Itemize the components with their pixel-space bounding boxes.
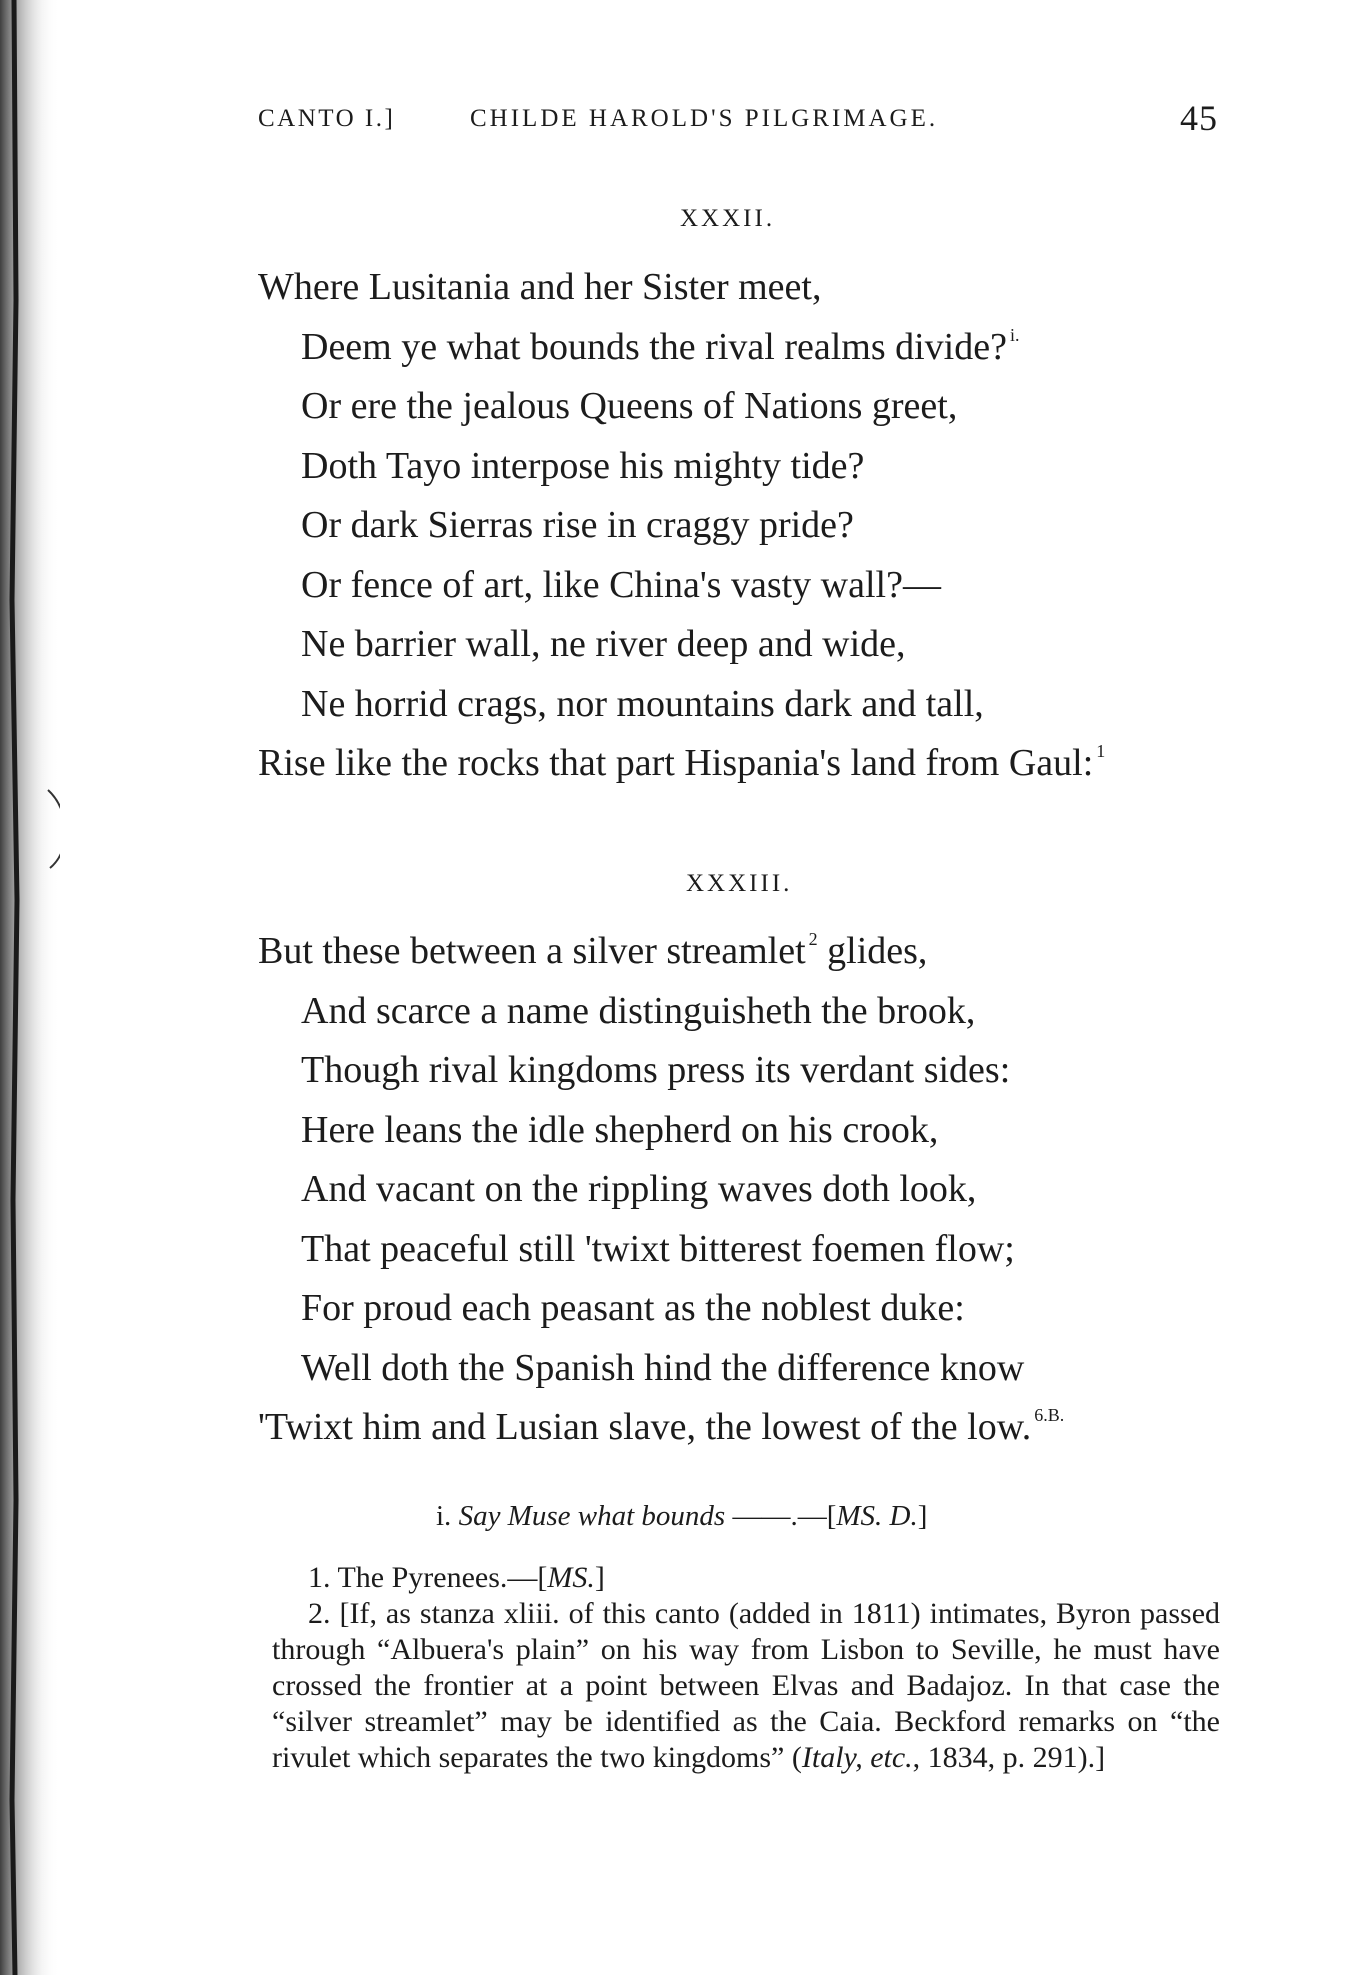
footnotes xyxy=(272,1560,1220,1776)
footnote-1: 1. The Pyrenees.—[MS.] xyxy=(308,1561,605,1594)
verse-line: And vacant on the rippling waves doth look, xyxy=(301,1168,977,1210)
verse-line: Doth Tayo interpose his mighty tide? xyxy=(301,444,865,487)
variant-marker: i. xyxy=(1009,324,1020,345)
verse-line: Deem ye what bounds the rival realms divide? $^{i.}$ xyxy=(301,324,1020,368)
footnote-marker: 1 xyxy=(1096,741,1106,761)
footnote-marker: 6.B. xyxy=(1034,1405,1065,1425)
binding-edge-shadow xyxy=(0,0,60,1975)
stanza-xxxii xyxy=(258,258,1258,794)
verse-line: Or ere the jealous Queens of Nations greet, xyxy=(301,385,958,427)
verse-line: 'Twixt him and Lusian slave, the lowest of the low. $^{6.B.}$ xyxy=(258,1405,1065,1448)
verse-line: Rise like the rocks that part Hispania's land from Gaul: $^1$ xyxy=(258,741,1106,784)
running-header xyxy=(258,97,1218,147)
variant-reading-note: i. Say Muse what bounds ——.—[MS. D.] xyxy=(436,1500,928,1532)
canto-label: CANTO I.] xyxy=(258,105,396,132)
verse-line: But these between a silver streamlet $^2$ glides, xyxy=(258,929,928,972)
stanza-numeral-xxxii: XXXII. xyxy=(680,205,776,232)
verse-line: And scarce a name distinguisheth the brook, xyxy=(301,989,976,1032)
stanza-xxxiii xyxy=(258,922,1258,1458)
page-number: 45 xyxy=(1180,98,1218,138)
running-title: CHILDE HAROLD'S PILGRIMAGE. xyxy=(470,105,939,132)
verse-line: Or dark Sierras rise in craggy pride? xyxy=(301,504,854,546)
footnote-2: 2. [If, as stanza xliii. of this canto (added in 1811) intimates, Byron passed through “Albuera's plain” on his way from Lisbon to Seville, he must have crossed the frontier at a point between Elvas and Badajoz. In that case the “silver streamlet” may be identified as the Caia. Beckford remarks on “the rivulet which separates the two kingdoms” (Italy, etc., 1834, p. 291).] xyxy=(272,1597,1221,1774)
verse-line: That peaceful still 'twixt bitterest foemen flow; xyxy=(301,1227,1015,1270)
verse-line: Well doth the Spanish hind the difference know xyxy=(301,1346,1025,1389)
verse-line: For proud each peasant as the noblest duke: xyxy=(301,1287,965,1329)
verse-line: Though rival kingdoms press its verdant sides: xyxy=(301,1049,1011,1091)
verse-line: Ne horrid crags, nor mountains dark and tall, xyxy=(301,682,984,725)
stanza-numeral-xxxiii: XXXIII. xyxy=(686,870,793,897)
verse-line: Where Lusitania and her Sister meet, xyxy=(258,266,822,308)
verse-line: Ne barrier wall, ne river deep and wide, xyxy=(301,623,906,665)
verse-line: Here leans the idle shepherd on his crook, xyxy=(301,1108,939,1151)
verse-line: Or fence of art, like China's vasty wall?— xyxy=(301,563,941,606)
footnote-marker: 2 xyxy=(808,929,818,949)
